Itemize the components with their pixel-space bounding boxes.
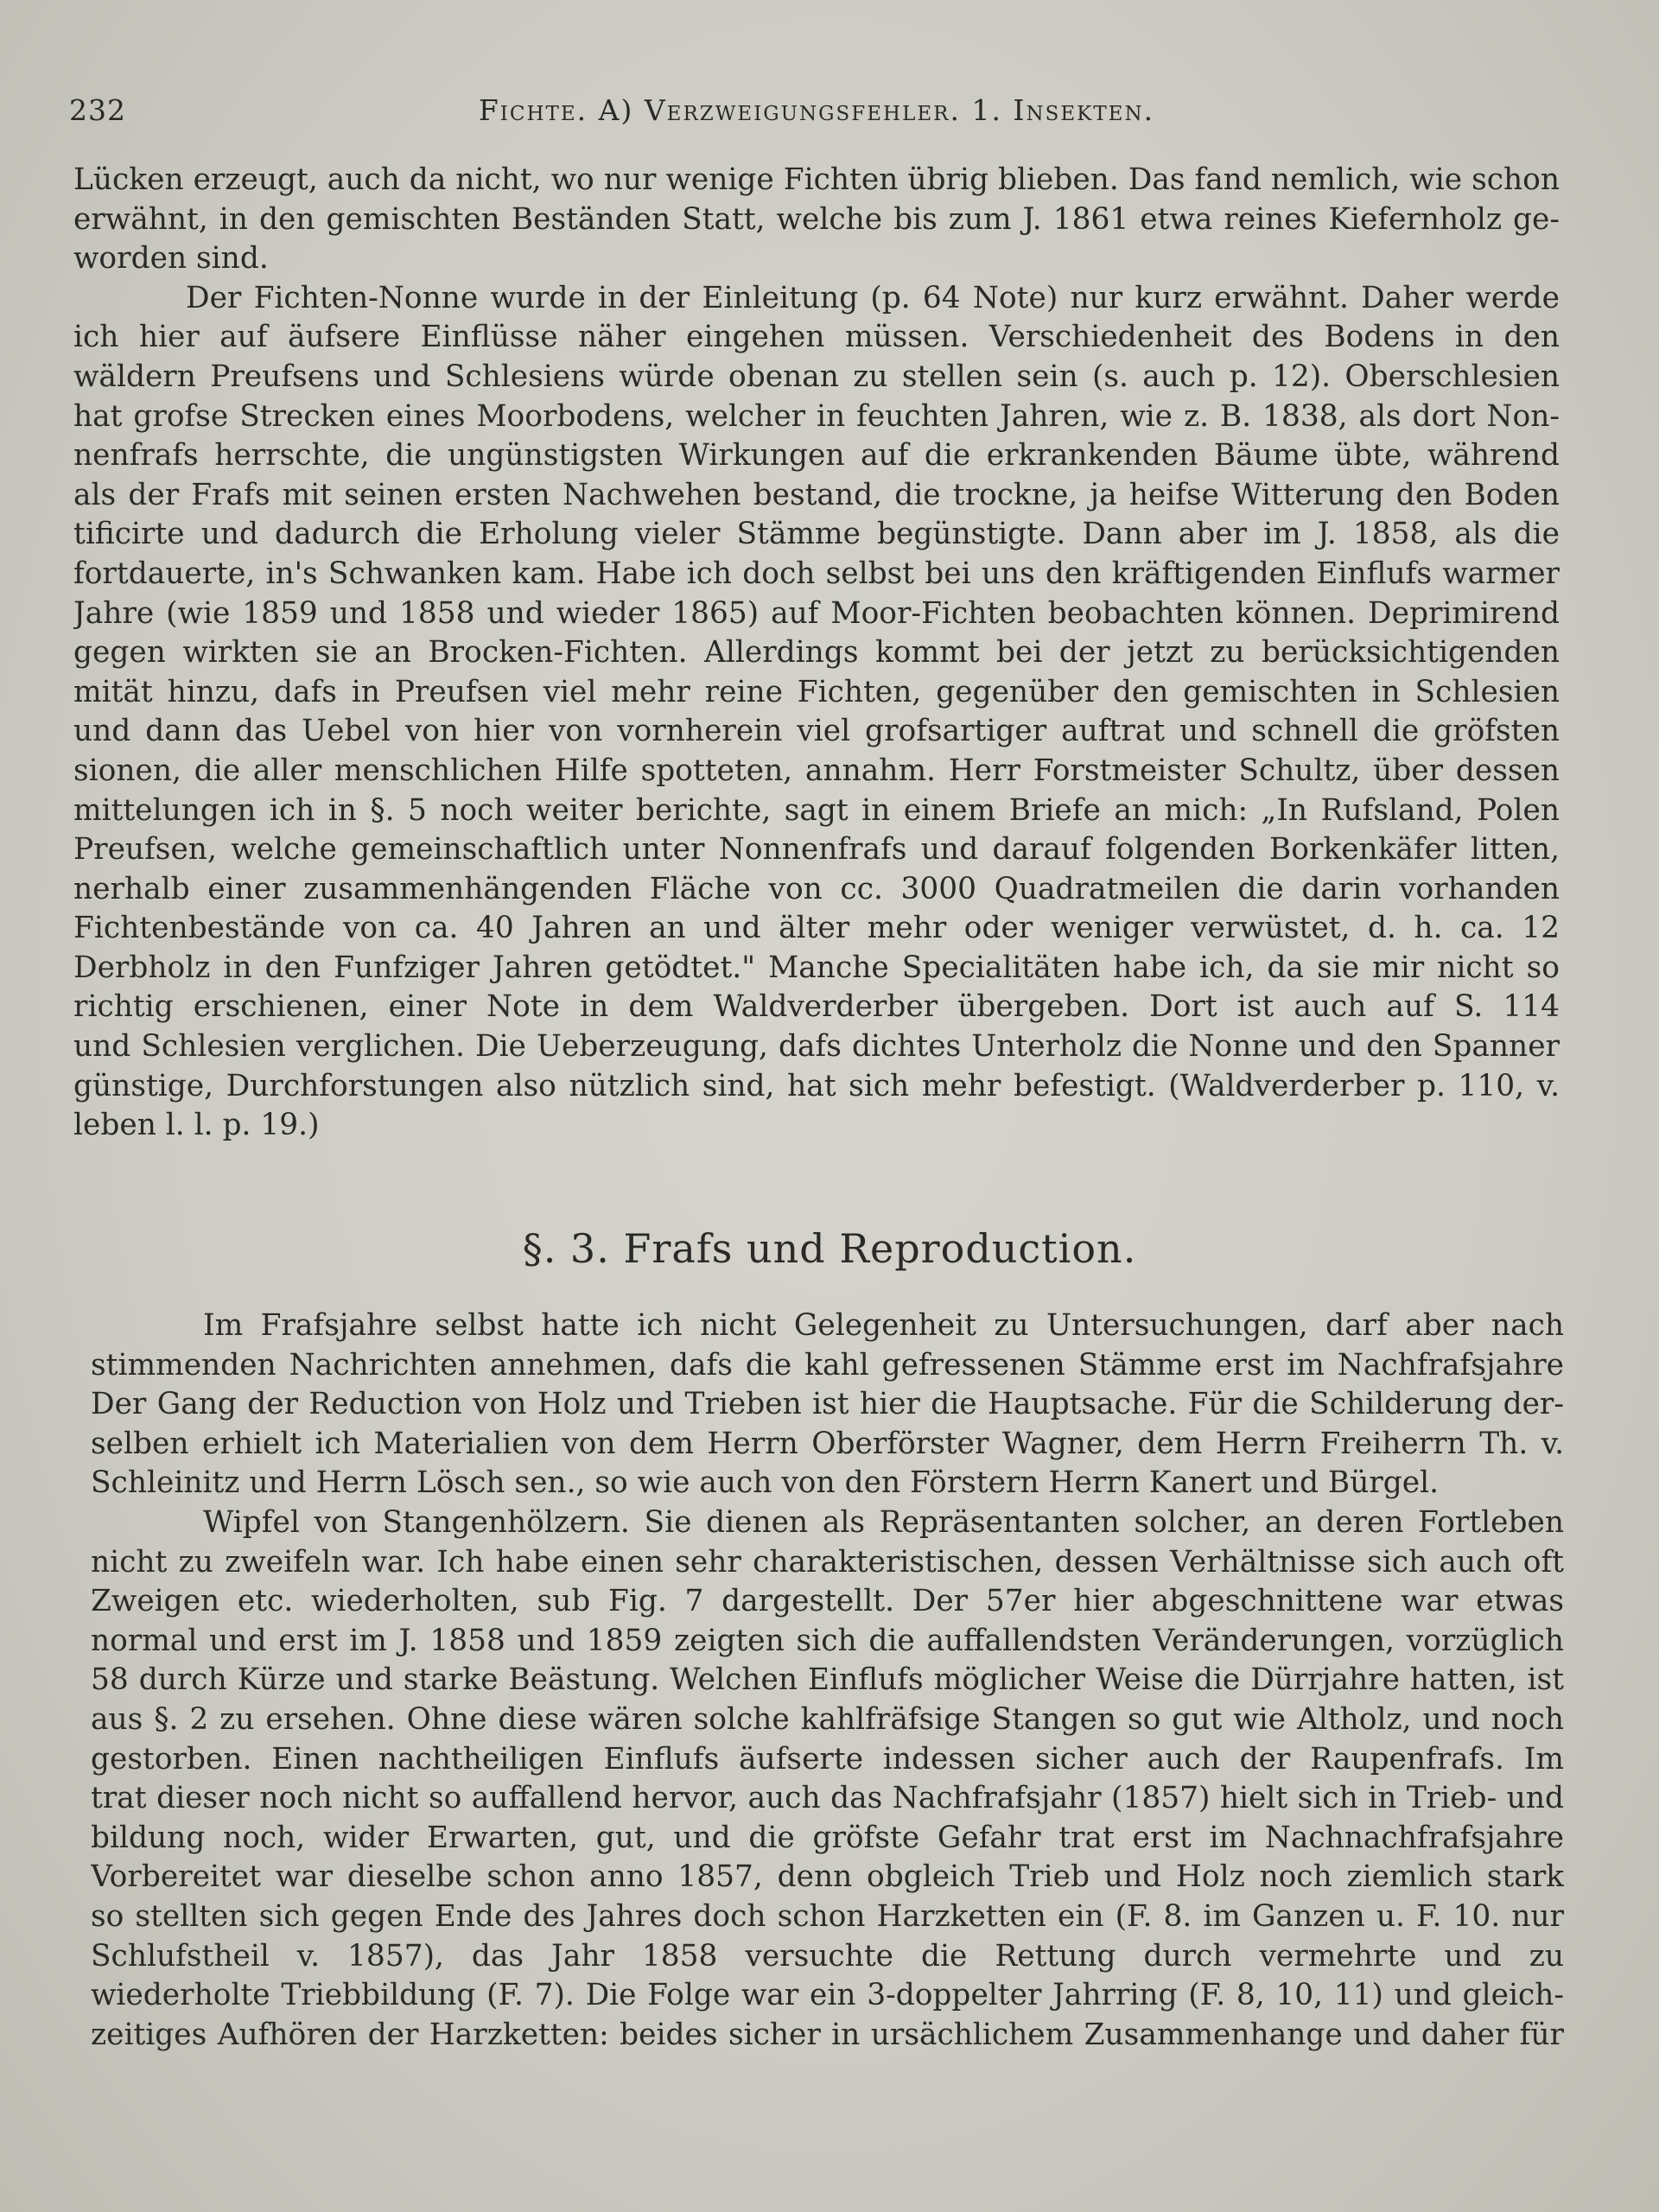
text-line: als der Frafs mit seinen ersten Nachwehen bestand, die trockne, ja heifse Witterung den Boden (73, 477, 1560, 512)
text-line: nicht zu zweifeln war. Ich habe einen sehr charakteristischen, dessen Verhältnisse sich auch oft (91, 1544, 1564, 1580)
text-line: Im Frafsjahre selbst hatte ich nicht Gelegenheit zu Untersuchungen, darf aber nach (203, 1308, 1564, 1343)
text-line: normal und erst im J. 1858 und 1859 zeigten sich die auffallendsten Veränderungen, vorzüglich (91, 1623, 1564, 1658)
running-title: Fichte. A) Verzweigungsfehler. 1. Insekten. (478, 93, 1155, 127)
text-line: stimmenden Nachrichten annehmen, dafs die kahl gefressenen Stämme erst im Nachfrafsjahre (91, 1347, 1564, 1382)
text-line: Schleinitz und Herrn Lösch sen., so wie auch von den Förstern Herrn Kanert und Bürgel. (91, 1465, 1440, 1501)
text-line: Derbholz in den Funfziger Jahren getödtet." Manche Specialitäten habe ich, da sie mir nicht so (73, 950, 1560, 985)
text-line: aus §. 2 zu ersehen. Ohne diese wären solche kahlfräfsige Stangen so gut wie Altholz, und noch (91, 1701, 1564, 1737)
text-line: sionen, die aller menschlichen Hilfe spotteten, annahm. Herr Forstmeister Schultz, über dessen (73, 753, 1560, 788)
text-line: und Schlesien verglichen. Die Ueberzeugung, dafs dichtes Unterholz die Nonne und den Spanner (73, 1029, 1560, 1065)
text-line: wäldern Preufsens und Schlesiens würde obenan zu stellen sein (s. auch p. 12). Oberschlesien (73, 359, 1560, 394)
text-line: Der Gang der Reduction von Holz und Trieben ist hier die Hauptsache. Für die Schilderung der- (91, 1387, 1564, 1422)
text-line: ich hier auf äufsere Einflüsse näher eingehen müssen. Verschiedenheit des Bodens in den (73, 320, 1560, 355)
text-line: nerhalb einer zusammenhängenden Fläche von cc. 3000 Quadratmeilen die darin vorhanden (73, 871, 1560, 906)
text-line: gestorben. Einen nachtheiligen Einflufs äufserte indessen sicher auch der Raupenfrafs. Im (91, 1741, 1564, 1777)
text-line: Der Fichten-Nonne wurde in der Einleitung (p. 64 Note) nur kurz erwähnt. Daher werde (186, 280, 1560, 315)
text-line: Zweigen etc. wiederholten, sub Fig. 7 dargestellt. Der 57er hier abgeschnittene war etwas (91, 1584, 1564, 1619)
text-line: gegen wirkten sie an Brocken-Fichten. Allerdings kommt bei der jetzt zu berücksichtigenden (73, 635, 1560, 671)
text-line: 58 durch Kürze und starke Beästung. Welchen Einflufs möglicher Weise die Dürrjahre hatten, ist (91, 1662, 1564, 1698)
section-title: §. 3. Frafs und Reproduction. (522, 1225, 1137, 1272)
text-line: Preufsen, welche gemeinschaftlich unter Nonnenfrafs und darauf folgenden Borkenkäfer litten, (73, 832, 1560, 868)
text-line: Fichtenbestände von ca. 40 Jahren an und älter mehr oder weniger verwüstet, d. h. ca. 12 (73, 911, 1560, 946)
text-line: tificirte und dadurch die Erholung vieler Stämme begünstigte. Dann aber im J. 1858, als die (73, 517, 1560, 552)
text-line: bildung noch, wider Erwarten, gut, und die gröfste Gefahr trat erst im Nachnachfrafsjahre (91, 1820, 1564, 1855)
text-line: fortdauerte, in's Schwanken kam. Habe ich doch selbst bei uns den kräftigenden Einflufs warmer (73, 556, 1560, 591)
text-line: trat dieser noch nicht so auffallend hervor, auch das Nachfrafsjahr (1857) hielt sich in Trieb- und (91, 1781, 1564, 1816)
text-line: selben erhielt ich Materialien von dem Herrn Oberförster Wagner, dem Herrn Freiherrn Th. v. (91, 1426, 1564, 1461)
text-line: zeitiges Aufhören der Harzketten: beides sicher in ursächlichem Zusammenhange und daher für (91, 2017, 1564, 2052)
text-line: nenfrafs herrschte, die ungünstigsten Wirkungen auf die erkrankenden Bäume übte, während (73, 438, 1560, 474)
text-line: worden sind. (73, 241, 269, 276)
text-line: erwähnt, in den gemischten Beständen Statt, welche bis zum J. 1861 etwa reines Kiefernholz ge- (73, 201, 1560, 237)
paragraph-block-2 (91, 1306, 1564, 2055)
text-line: leben l. l. p. 19.) (73, 1108, 320, 1143)
text-line: hat grofse Strecken eines Moorbodens, welcher in feuchten Jahren, wie z. B. 1838, als dort Non- (73, 398, 1560, 434)
text-line: mität hinzu, dafs in Preufsen viel mehr reine Fichten, gegenüber den gemischten in Schlesien (73, 674, 1560, 709)
text-line: wiederholte Triebbildung (F. 7). Die Folge war ein 3-doppelter Jahrring (F. 8, 10, 11) und gleich- (91, 1978, 1564, 2013)
text-line: Vorbereitet war dieselbe schon anno 1857, denn obgleich Trieb und Holz noch ziemlich stark (91, 1859, 1564, 1895)
text-line: Lücken erzeugt, auch da nicht, wo nur wenige Fichten übrig blieben. Das fand nemlich, wie schon (73, 162, 1560, 197)
paragraph-block-1 (73, 161, 1560, 1146)
text-line: Schlufstheil v. 1857), das Jahr 1858 versuchte die Rettung durch vermehrte und zu (91, 1938, 1564, 1974)
text-line: mittelungen ich in §. 5 noch weiter berichte, sagt in einem Briefe an mich: „In Rufsland, Polen (73, 792, 1560, 828)
text-line: und dann das Uebel von hier von vornherein viel grofsartiger auftrat und schnell die gröfsten (73, 714, 1560, 749)
text-line: Wipfel von Stangenhölzern. Sie dienen als Repräsentanten solcher, an deren Fortleben (203, 1504, 1564, 1540)
page-number: 232 (69, 93, 126, 127)
page-header (69, 93, 1564, 137)
text-line: richtig erschienen, einer Note in dem Waldverderber übergeben. Dort ist auch auf S. 114 (73, 989, 1560, 1025)
text-line: Jahre (wie 1859 und 1858 und wieder 1865) auf Moor-Fichten beobachten können. Deprimirend (73, 595, 1560, 631)
text-line: günstige, Durchforstungen also nützlich sind, hat sich mehr befestigt. (Waldverderber p. 110, v. (73, 1068, 1560, 1103)
text-line: so stellten sich gegen Ende des Jahres doch schon Harzketten ein (F. 8. im Ganzen u. F. 10. nur (91, 1898, 1564, 1934)
